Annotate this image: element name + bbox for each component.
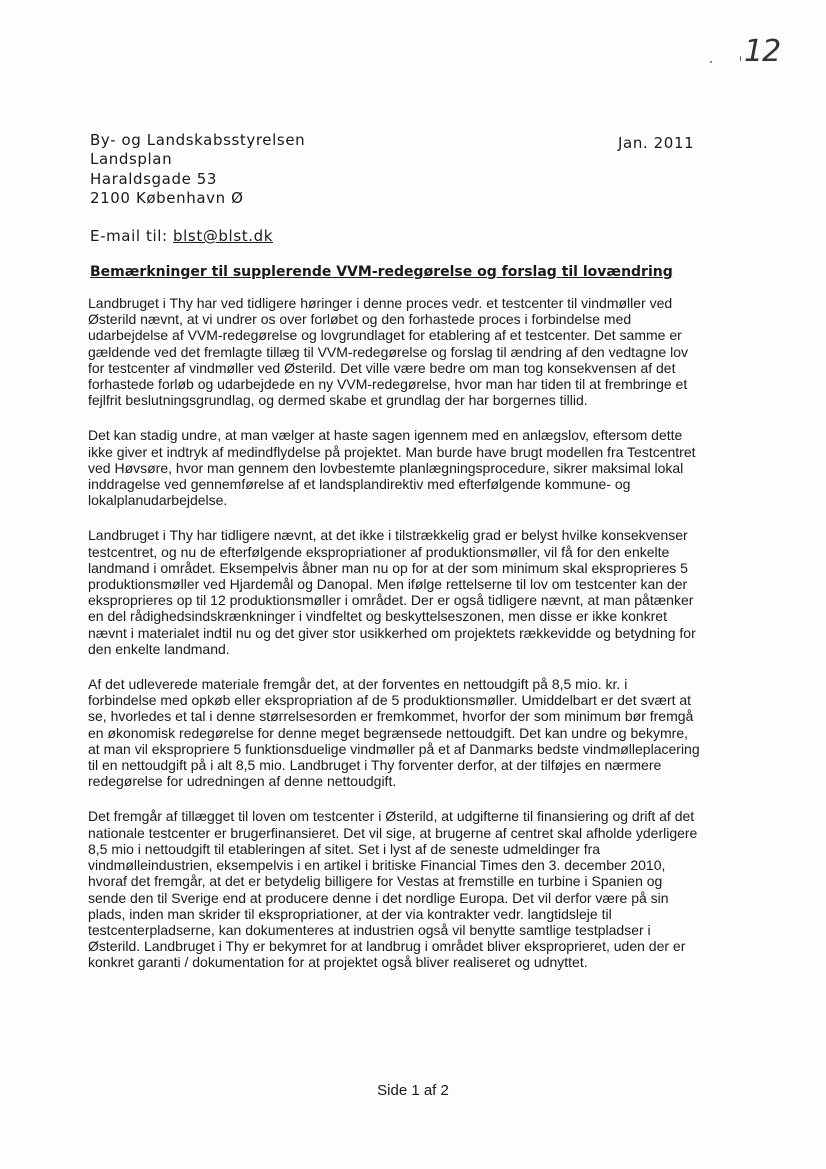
text-line: Østerild nævnt, at vi undrer os over forløbet og den forhastede proces i forbindelse med xyxy=(88,311,632,328)
page-footer: Side 1 af 2 xyxy=(377,1082,449,1099)
paragraph-4 xyxy=(88,676,743,789)
text-line: inddragelse ved gennemførelse af et landsplandirektiv med efterfølgende kommune- og xyxy=(88,476,631,493)
text-line: forbindelse med opkøb eller ekspropriation af de 5 produktionsmøller. Umiddelbart er det svært at xyxy=(88,692,692,709)
text-line: at man vil ekspropriere 5 funktionsduelige vindmøller på et af Danmarks bedste vindmølleplacering xyxy=(88,740,700,757)
paragraph-5 xyxy=(88,808,743,970)
text-line: eksproprieres op til 12 produktionsmøller i området. Der er også tidligere nævnt, at man påtænker xyxy=(88,592,694,609)
recipient-line: Landsplan xyxy=(90,150,173,169)
text-line: Østerild. Landbruget i Thy er bekymret for at landbrug i området bliver eksproprieret, uden der er xyxy=(88,938,686,955)
text-line: Af det udleverede materiale fremgår det, at der forventes en nettoudgift på 8,5 mio. kr. i xyxy=(88,676,628,693)
email-label: E-mail til: xyxy=(90,227,168,245)
recipient-address xyxy=(90,131,305,208)
text-line: Landbruget i Thy har ved tidligere høringer i denne proces vedr. et testcenter til vindmøller ved xyxy=(88,295,673,311)
text-line: for testcenter af vindmøller ved Østerild. Det ville være bedre om man tog konsekvensen af det xyxy=(88,359,676,376)
text-line: ikke giver et indtryk af medindflydelse på projektet. Man burde have brugt modellen fra Testcentret xyxy=(88,443,696,460)
text-line: den enkelte landmand. xyxy=(88,640,230,657)
text-line: testcentret, og nu de efterfølgende ekspropriationer af produktionsmøller, vil få for den enkelte xyxy=(88,543,670,560)
handwritten-mark-dot xyxy=(740,56,741,61)
text-line: gældende ved det fremlagte tillæg til VVM-redegørelse og forslag til ændring af den vedtagne lov xyxy=(88,343,688,360)
text-line: fejlfrit beslutningsgrundlag, og dermed skabe et grundlag der har borgernes tillid. xyxy=(88,392,588,409)
text-line: lokalplanudarbejdelse. xyxy=(88,492,228,509)
handwritten-mark-dot xyxy=(710,61,712,63)
text-line: nævnt i materialet indtil nu og det giver stor usikkerhed om projektets rækkevidde og betydning for xyxy=(88,624,696,641)
text-line: plads, inden man skrider til ekspropriationer, at der via kontrakter vedr. langtidsleje til xyxy=(88,905,612,922)
text-line: testcenterpladserne, kan dokumenteres at industrien også vil benytte samtlige testpladser i xyxy=(88,921,651,938)
email-line xyxy=(90,227,273,245)
text-line: en del rådighedsindskrænkninger i vindfeltet og beskyttelseszonen, men disse er ikke konkret xyxy=(88,608,667,625)
text-line: ved Høvsøre, hvor man gennem den lovbestemte planlægningsprocedure, sikrer maksimal lokal xyxy=(88,459,684,476)
text-line: Det kan stadig undre, at man vælger at haste sagen igennem med en anlægslov, eftersom dette xyxy=(88,427,683,444)
email-address-link[interactable]: blst@blst.dk xyxy=(173,227,273,245)
letter-date: Jan. 2011 xyxy=(618,134,695,152)
recipient-line: 2100 København Ø xyxy=(90,188,244,207)
text-line: redegørelse for udredningen af denne nettoudgift. xyxy=(88,773,397,790)
text-line: forhastede forløb og udarbejdede en ny VVM-redegørelse, hvor man har tiden til at frembringe et xyxy=(88,376,688,393)
handwritten-page-number: 12 xyxy=(744,34,781,69)
text-line: vindmølleindustrien, eksempelvis i en artikel i britiske Financial Times den 3. december 2010, xyxy=(88,857,666,874)
text-line: til en nettoudgift på i alt 8,5 mio. Landbruget i Thy forventer derfor, at der tilføjes en nærmere xyxy=(88,757,662,774)
paragraph-1 xyxy=(88,295,743,408)
letter-heading: Bemærkninger til supplerende VVM-redegørelse og forslag til lovændring xyxy=(90,264,673,280)
text-line: landmand i området. Eksempelvis åbner man nu op for at der som minimum skal eksproprieres 5 xyxy=(88,559,688,576)
text-line: en økonomisk redegørelse for denne meget begrænsede nettoudgift. Det kan undre og bekymre, xyxy=(88,724,689,741)
recipient-line: Haraldsgade 53 xyxy=(90,169,218,188)
text-line: nationale testcenter er brugerfinansieret. Det vil sige, at brugerne af centret skal afholde yderligere xyxy=(88,824,698,841)
text-line: 8,5 mio i nettoudgift til etableringen af sitet. Set i lyst af de seneste udmeldinger fra xyxy=(88,840,601,857)
text-line: udarbejdelse af VVM-redegørelse og lovgrundlaget for etablering af et testcenter. Det samme er xyxy=(88,327,682,344)
text-line: Det fremgår af tillægget til loven om testcenter i Østerild, at udgifterne til finansiering og drift af det xyxy=(88,808,695,825)
paragraph-3 xyxy=(88,527,743,657)
text-line: se, hvorledes et tal i denne størrelsesorden er fremkommet, hvorfor der som minimum bør fremgå xyxy=(88,708,694,725)
text-line: produktionsmøller ved Hjardemål og Danopal. Men ifølge rettelserne til lov om testcenter kan der xyxy=(88,576,688,593)
letter-body xyxy=(88,295,743,990)
text-line: sende den til Sverige end at producere denne i det nordlige Europa. Det vil derfor være på sin xyxy=(88,889,669,906)
text-line: hvoraf det fremgår, at det er betydelig billigere for Vestas at fremstille en turbine i Spanien og xyxy=(88,873,663,890)
paragraph-2 xyxy=(88,427,743,508)
recipient-line: By- og Landskabsstyrelsen xyxy=(90,131,306,149)
text-line: Landbruget i Thy har tidligere nævnt, at det ikke i tilstrækkelig grad er belyst hvilke konsekvenser xyxy=(88,527,688,544)
text-line: konkret garanti / dokumentation for at projektet også bliver realiseret og udnyttet. xyxy=(88,954,588,971)
